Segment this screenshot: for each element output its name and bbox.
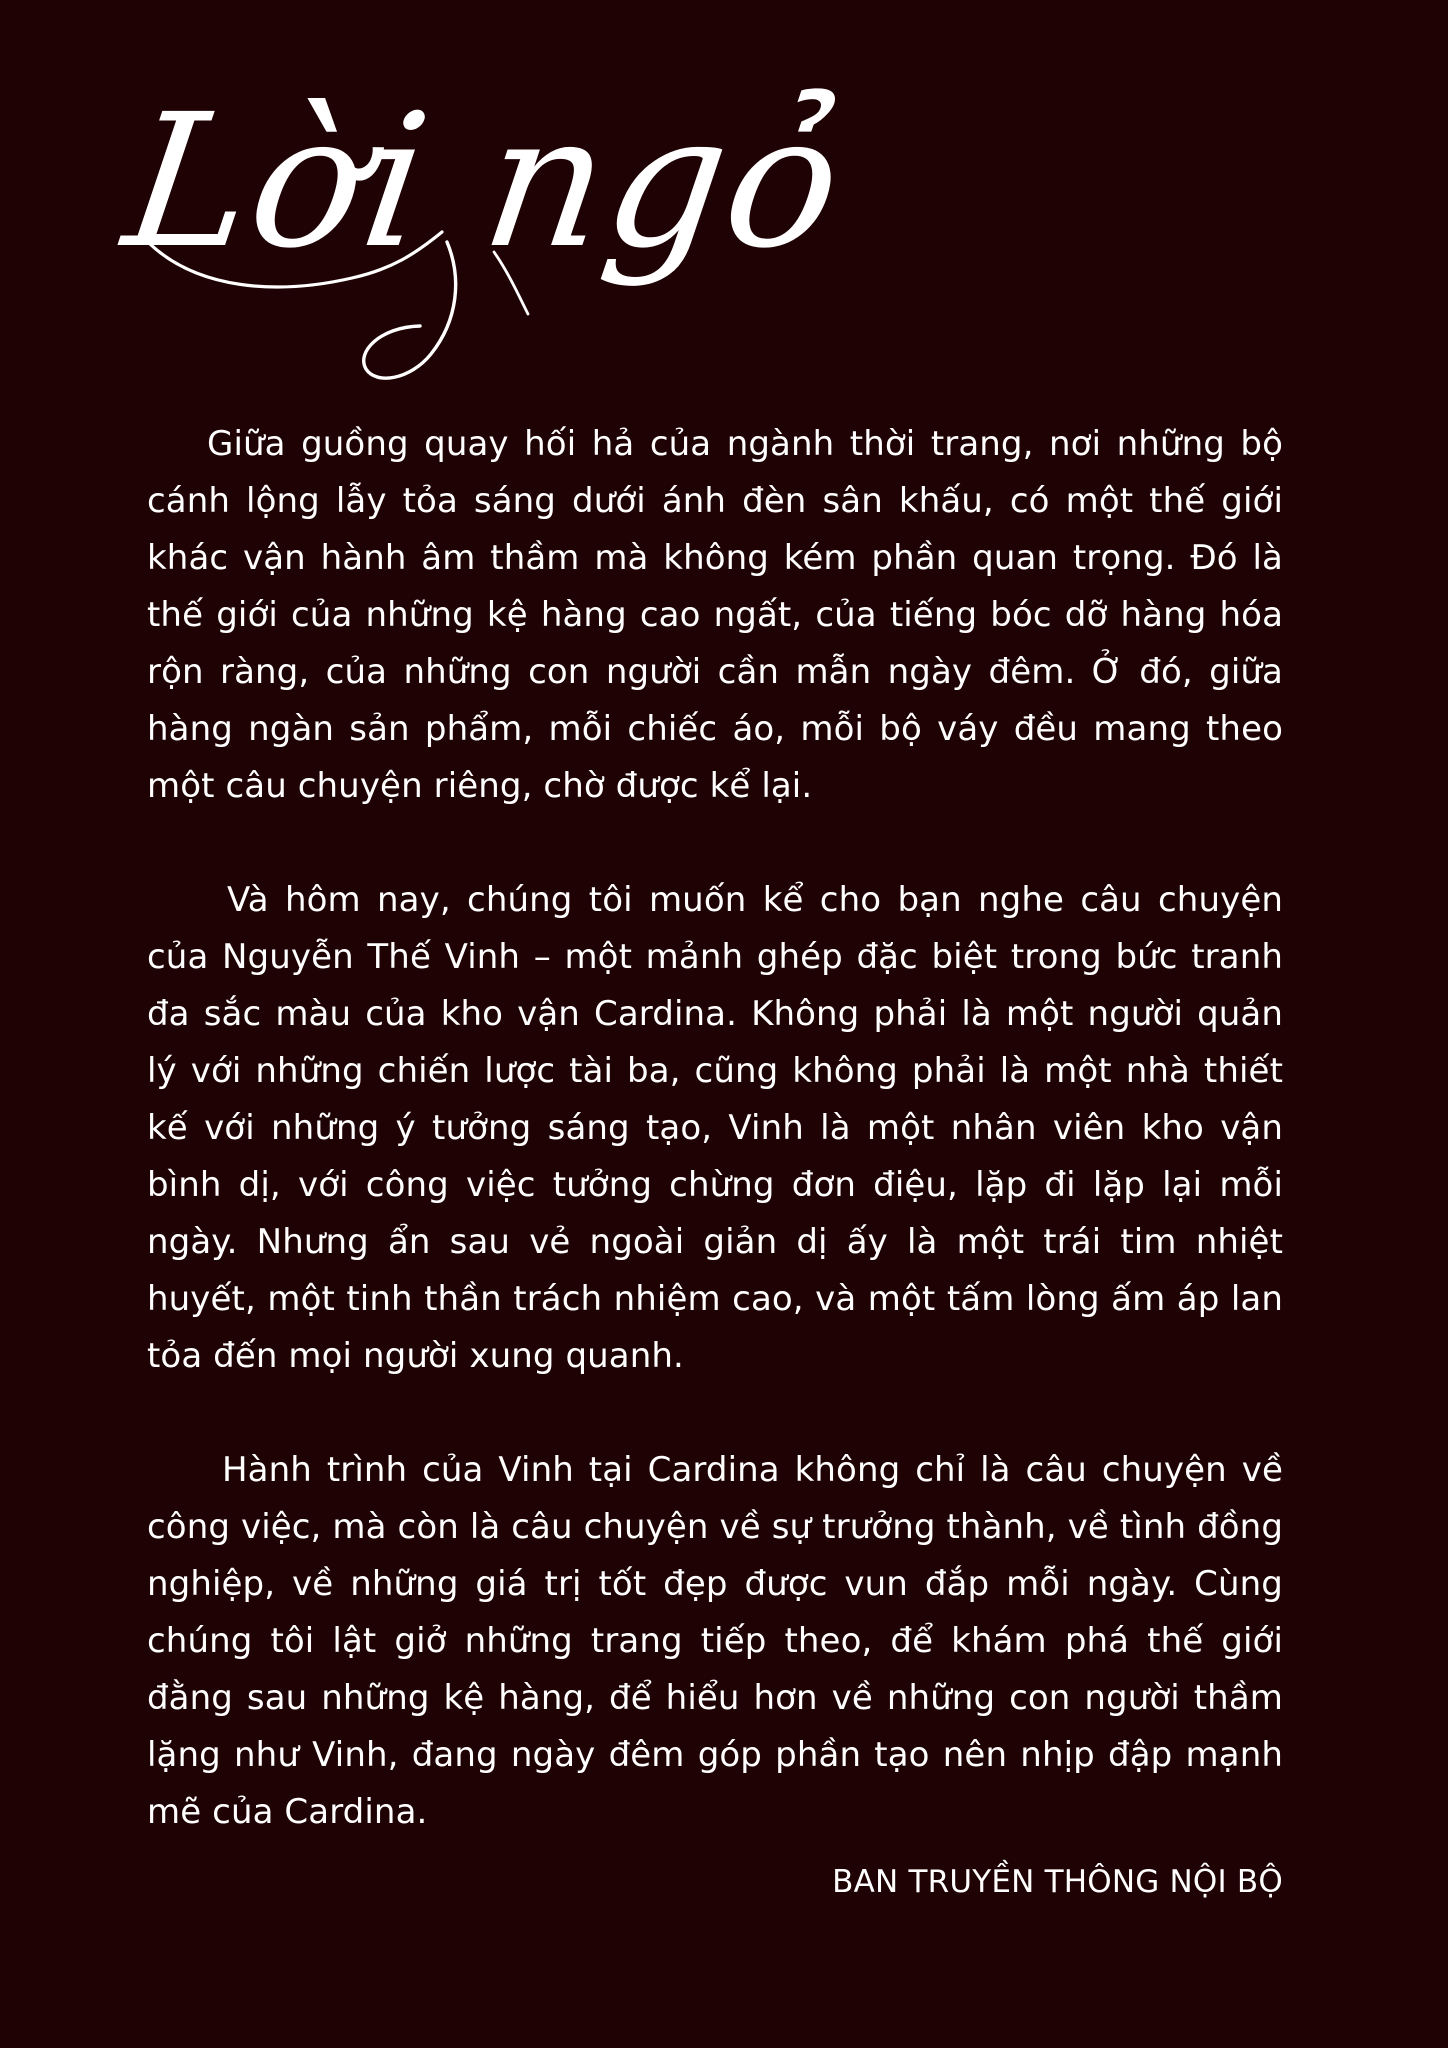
page-title: Lời ngỏ xyxy=(114,75,856,289)
paragraph-1: Giữa guồng quay hối hả của ngành thời trang, nơi những bộ cánh lộng lẫy tỏa sáng dưới ánh đèn sân khấu, có một thế giới khác vận hành âm thầm mà không kém phần quan trọng. Đó là thế giới của những kệ hàng cao ngất, của tiếng bóc dỡ hàng hóa rộn ràng, của những con người cần mẫn ngày đêm. Ở đó, giữa hàng ngàn sản phẩm, mỗi chiếc áo, mỗi bộ váy đều mang theo một câu chuyện riêng, chờ được kể lại. xyxy=(147,424,1283,806)
introduction-text xyxy=(147,416,1283,1841)
paragraph-3: Hành trình của Vinh tại Cardina không chỉ là câu chuyện về công việc, mà còn là câu chuyện về sự trưởng thành, về tình đồng nghiệp, về những giá trị tốt đẹp được vun đắp mỗi ngày. Cùng chúng tôi lật giở những trang tiếp theo, để khám phá thế giới đằng sau những kệ hàng, để hiểu hơn về những con người thầm lặng như Vinh, đang ngày đêm góp phần tạo nên nhịp đập mạnh mẽ của Cardina. xyxy=(147,1450,1283,1832)
title-flourish xyxy=(142,224,612,394)
paragraph-2: Và hôm nay, chúng tôi muốn kể cho bạn nghe câu chuyện của Nguyễn Thế Vinh – một mảnh ghép đặc biệt trong bức tranh đa sắc màu của kho vận Cardina. Không phải là một người quản lý với những chiến lược tài ba, cũng không phải là một nhà thiết kế với những ý tưởng sáng tạo, Vinh là một nhân viên kho vận bình dị, với công việc tưởng chừng đơn điệu, lặp đi lặp lại mỗi ngày. Nhưng ẩn sau vẻ ngoài giản dị ấy là một trái tim nhiệt huyết, một tinh thần trách nhiệm cao, và một tấm lòng ấm áp lan tỏa đến mọi người xung quanh. xyxy=(147,880,1283,1376)
signature: BAN TRUYỀN THÔNG NỘI BỘ xyxy=(832,1864,1283,1900)
